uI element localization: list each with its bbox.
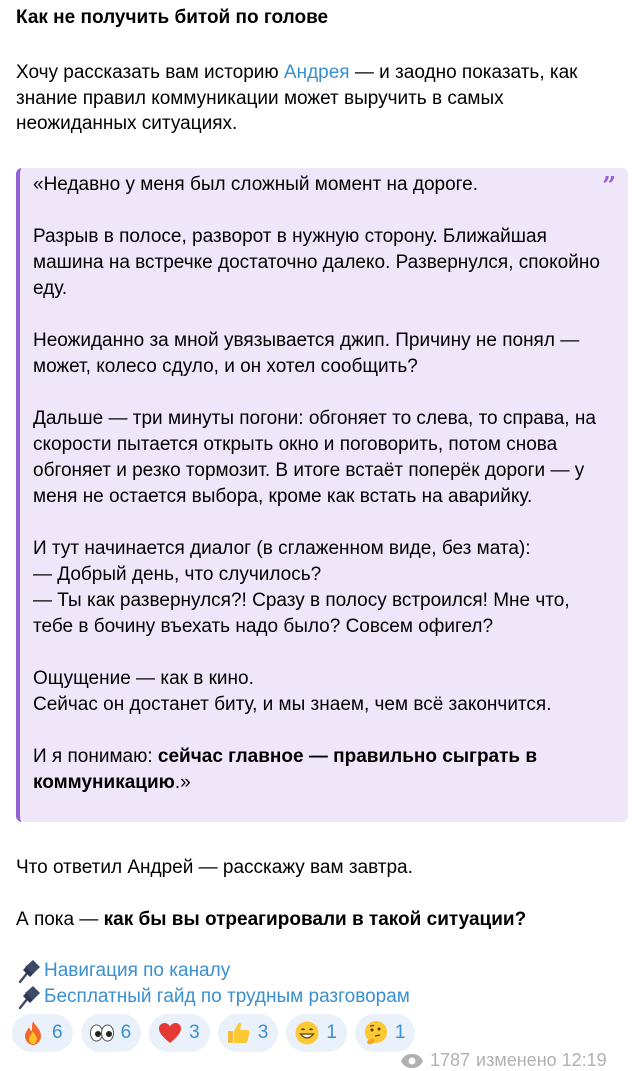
- quote-paragraph: И тут начинается диалог (в сглаженном виде, без мата): — Добрый день, что случилось? — Ты как развернулся?! Сразу в полосу встроился! Мне что, тебе в бочину въехать надо было? Совсем офигел?: [33, 538, 570, 637]
- quote-final-text: И я понимаю:: [33, 746, 158, 767]
- views-count: 1787: [430, 1050, 471, 1070]
- reaction-grin[interactable]: [286, 1014, 347, 1052]
- navlink-label[interactable]: Бесплатный гайд по трудным разговорам: [44, 986, 410, 1007]
- reaction-heart[interactable]: [149, 1014, 210, 1052]
- reaction-count: 6: [120, 1022, 132, 1043]
- post-paragraph: Что ответил Андрей — расскажу вам завтра.: [16, 857, 413, 878]
- eyes-icon: [89, 1020, 115, 1046]
- quote-final-bold: сейчас главное — правильно сыграть в коммуникацию: [33, 746, 538, 793]
- intro-text-before: Хочу рассказать вам историю: [16, 62, 284, 83]
- reaction-count: 3: [189, 1022, 200, 1043]
- reaction-count: 1: [326, 1022, 337, 1043]
- blockquote: [16, 168, 628, 822]
- post-title: Как не получить битой по голове: [16, 7, 329, 28]
- nav-links: [16, 958, 410, 1010]
- reaction-thinking[interactable]: [355, 1014, 416, 1052]
- reaction-count: 3: [257, 1022, 269, 1043]
- reaction-fire[interactable]: [12, 1014, 73, 1052]
- reaction-thumbs-up[interactable]: [218, 1014, 279, 1052]
- quote-paragraph: Дальше — три минуты погони: обгоняет то слева, то справа, на скорости пытается открыть окно и поговорить, потом снова обгоняет и резко тормозит. В итоге встаёт поперёк дороги — у меня не остается выбора, кроме как встать на аварийку.: [33, 408, 596, 507]
- thinking-face-icon: [363, 1020, 389, 1046]
- pushpin-icon: [16, 984, 42, 1010]
- quote-paragraph: Неожиданно за мной увязывается джип. Причину не понял — может, колесо сдуло, и он хотел сообщить?: [33, 330, 580, 377]
- heart-icon: [157, 1020, 183, 1046]
- fire-icon: [20, 1020, 46, 1046]
- quote-paragraph-final: [33, 744, 608, 796]
- views-icon: [400, 1053, 424, 1069]
- channel-navigation-link[interactable]: [16, 958, 410, 984]
- quote-paragraph: Разрыв в полосе, разворот в нужную сторону. Ближайшая машина на встречке достаточно далеко. Развернулся, спокойно еду.: [33, 226, 600, 299]
- grinning-face-icon: [294, 1020, 320, 1046]
- post-intro: [16, 60, 626, 137]
- quote-paragraph: «Недавно у меня был сложный момент на дороге.: [33, 174, 479, 195]
- post-footer: [400, 1050, 607, 1071]
- author-link[interactable]: Андрея: [283, 62, 350, 83]
- reactions-bar: [12, 1014, 415, 1052]
- thumbs-up-icon: [226, 1020, 252, 1046]
- quote-paragraph: Ощущение — как в кино. Сейчас он достанет биту, и мы знаем, чем всё закончится.: [33, 668, 552, 715]
- intro-text-after: — и заодно показать, как знание правил коммуникации может выручить в самых неожиданных ситуациях.: [16, 62, 578, 134]
- question-text: А пока —: [16, 909, 104, 930]
- edited-timestamp: изменено 12:19: [476, 1050, 607, 1070]
- quote-mark-icon: ”: [602, 171, 616, 200]
- navlink-label[interactable]: Навигация по каналу: [44, 960, 231, 981]
- reaction-count: 6: [52, 1022, 63, 1043]
- reaction-eyes[interactable]: [81, 1014, 142, 1052]
- reaction-count: 1: [394, 1022, 406, 1043]
- pushpin-icon: [16, 958, 42, 984]
- question-bold: как бы вы отреагировали в такой ситуации?: [103, 909, 527, 930]
- quote-final-end: .»: [174, 772, 191, 793]
- free-guide-link[interactable]: [16, 984, 410, 1010]
- post-question: [16, 908, 526, 932]
